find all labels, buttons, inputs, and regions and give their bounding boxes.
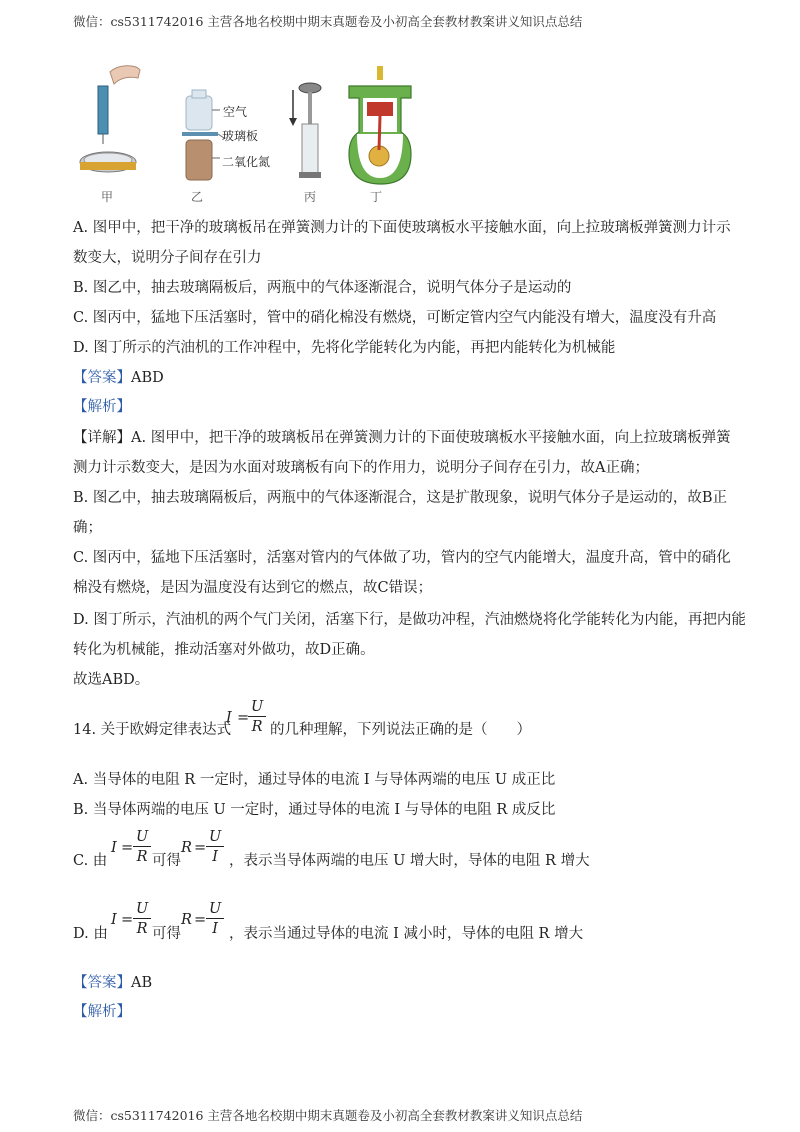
q14-option-c-frac1-num: U [133, 828, 151, 847]
q13-detail-line7: D. 图丁所示，汽油机的两个气门关闭，活塞下行，是做功冲程，汽油燃烧将化学能转化为内能，再把内能 [73, 612, 746, 628]
figure-ding-label: 丁 [370, 190, 383, 204]
q14-option-d-suffix: ，表示当通过导体的电流 I 减小时，导体的电阻 R 增大 [229, 926, 584, 942]
q14-answer-value: AB [131, 975, 153, 991]
q14-option-c-fraction1 [133, 828, 151, 867]
q14-option-d-fraction1 [133, 900, 151, 939]
q13-detail-tag: 【详解】 [73, 430, 131, 446]
figure-jia-illustration [78, 62, 143, 182]
q14-answer [73, 973, 152, 993]
q14-option-b: B. 当导体两端的电压 U 一定时，通过导体的电流 I 与导体的电阻 R 成反比 [73, 802, 556, 818]
q13-option-b: B. 图乙中，抽去玻璃隔板后，两瓶中的气体逐渐混合，说明气体分子是运动的 [73, 280, 572, 296]
q14-formula-i: I [226, 710, 232, 726]
q13-answer-tag: 【答案】 [73, 370, 131, 386]
q13-detail-line8: 转化为机械能，推动活塞对外做功，故D正确。 [73, 642, 375, 658]
q13-detail-line3: B. 图乙中，抽去玻璃隔板后，两瓶中的气体逐渐混合，这是扩散现象，说明气体分子是运动的，故B正 [73, 490, 728, 506]
q13-detail-line4: 确； [73, 520, 102, 536]
q13-option-d: D. 图丁所示的汽油机的工作冲程中，先将化学能转化为内能，再把内能转化为机械能 [73, 340, 616, 356]
q14-formula-numerator: U [248, 698, 266, 717]
figure-jia-label: 甲 [101, 190, 114, 204]
q14-option-d-eq2: = [194, 912, 207, 928]
q13-detail-line2: 测力计示数变大，是因为水面对玻璃板有向下的作用力，说明分子间存在引力，故A正确； [73, 460, 649, 476]
q13-answer-value: ABD [131, 370, 164, 386]
q14-formula-eq: = [237, 710, 250, 726]
q14-option-d-frac2-den: I [212, 921, 218, 937]
figure-yi-label-no2: 二氧化氮 [222, 155, 271, 169]
q14-option-c-i: I [111, 840, 117, 856]
q13-answer [73, 368, 164, 388]
q14-option-c-mid: 可得 [152, 853, 181, 869]
q14-option-c-frac1-den: R [136, 849, 148, 865]
q14-option-d-mid: 可得 [152, 926, 181, 942]
figure-yi-label: 乙 [191, 190, 204, 204]
q14-option-d-r: R [181, 912, 192, 928]
q14-answer-tag: 【答案】 [73, 975, 131, 991]
page-footer: 微信：cs5311742016 主营各地名校期中期末真题卷及小初高全套教材教案讲义知识点总结 [73, 1108, 583, 1123]
q14-stem-prefix: 14. 关于欧姆定律表达式 [73, 722, 232, 738]
q13-option-a-line1: A. 图甲中，把干净的玻璃板吊在弹簧测力计的下面使玻璃板水平接触水面，向上拉玻璃板弹簧测力计示 [73, 220, 731, 236]
q13-conclusion: 故选ABD。 [73, 672, 150, 688]
q13-analysis-tag: 【解析】 [73, 399, 131, 415]
q13-detail-line6: 棉没有燃烧，是因为温度没有达到它的燃点，故C错误； [73, 580, 433, 596]
q14-option-c-suffix: ，表示当导体两端的电压 U 增大时，导体的电阻 R 增大 [229, 853, 590, 869]
q14-option-c-eq1: = [121, 840, 134, 856]
q14-option-d-frac1-num: U [133, 900, 151, 919]
q14-stem-suffix: 的几种理解，下列说法正确的是（ ） [270, 722, 531, 738]
figure-bing-label: 丙 [304, 190, 317, 204]
q14-option-c-frac2-den: I [212, 849, 218, 865]
q14-option-a: A. 当导体的电阻 R 一定时，通过导体的电流 I 与导体两端的电压 U 成正比 [73, 772, 556, 788]
q14-option-c-eq2: = [194, 840, 207, 856]
q14-option-c-r: R [181, 840, 192, 856]
q14-formula-fraction [248, 698, 266, 737]
q14-option-d-i: I [111, 912, 117, 928]
q14-option-c-fraction2 [206, 828, 224, 867]
q14-option-d-frac2-num: U [206, 900, 224, 919]
q14-option-c-prefix: C. 由 [73, 853, 108, 869]
figure-yi-label-glass: 玻璃板 [222, 129, 259, 143]
q13-option-c: C. 图丙中，猛地下压活塞时，管中的硝化棉没有燃烧，可断定管内空气内能没有增大，温度没有升高 [73, 310, 717, 326]
q13-detail-line1 [73, 428, 731, 448]
q14-option-d-fraction2 [206, 900, 224, 939]
q14-option-d-prefix: D. 由 [73, 926, 108, 942]
figure-ding-illustration [343, 62, 418, 190]
q14-option-c-frac2-num: U [206, 828, 224, 847]
figure-bing-illustration [285, 62, 330, 187]
figure-yi-label-air: 空气 [223, 105, 248, 119]
q14-analysis-tag: 【解析】 [73, 1004, 131, 1020]
page-header: 微信：cs5311742016 主营各地名校期中期末真题卷及小初高全套教材教案讲义知识点总结 [73, 14, 583, 29]
q13-detail-line5: C. 图丙中，猛地下压活塞时，活塞对管内的气体做了功，管内的空气内能增大，温度升高，管中的硝化 [73, 550, 731, 566]
q14-formula-denominator: R [251, 719, 263, 735]
q13-option-a-line2: 数变大，说明分子间存在引力 [73, 250, 262, 266]
q14-option-d-frac1-den: R [136, 921, 148, 937]
q14-option-d-eq1: = [121, 912, 134, 928]
q13-detail-text1: A. 图甲中，把干净的玻璃板吊在弹簧测力计的下面使玻璃板水平接触水面，向上拉玻璃板弹簧 [131, 430, 731, 446]
